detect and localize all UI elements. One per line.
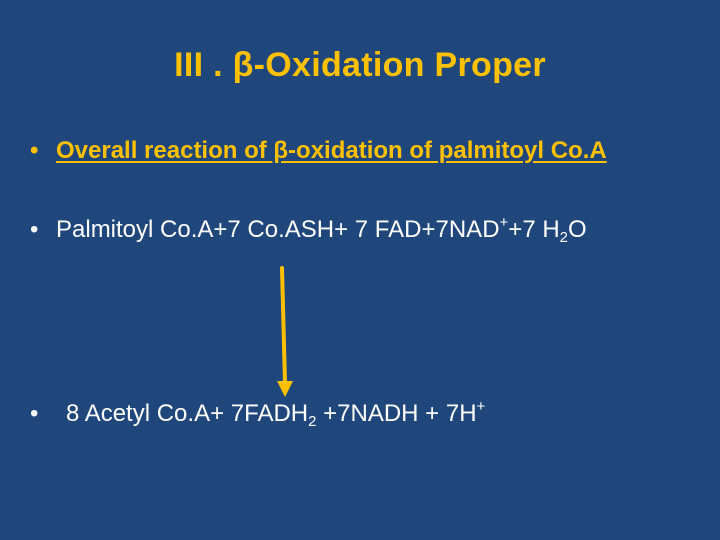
bullet-marker: •	[30, 137, 39, 164]
bullet-overall-reaction	[30, 139, 607, 163]
water-subscript: 2	[559, 229, 569, 246]
products-rest: +7NADH + 7H	[316, 400, 477, 427]
bullet-products	[30, 398, 486, 430]
nad-charge: +	[499, 214, 509, 231]
slide-title: III . β-Oxidation Proper	[174, 46, 546, 84]
down-arrow-icon	[270, 265, 300, 400]
proton-charge: +	[476, 398, 486, 415]
overall-reaction-label: Overall reaction of β-oxidation of palmitoyl Co.A	[56, 137, 607, 164]
products-text: 8 Acetyl Co.A+ 7FADH	[66, 400, 309, 427]
reactants-water-suffix: O	[568, 216, 587, 243]
bullet-marker: •	[30, 216, 39, 243]
fadh-subscript: 2	[308, 413, 317, 430]
reactants-text: Palmitoyl Co.A+7 Co.ASH+ 7 FAD+7NAD	[56, 216, 500, 243]
bullet-reactants	[30, 214, 587, 246]
bullet-marker: •	[30, 400, 39, 427]
reactants-water-prefix: +7 H	[508, 216, 560, 243]
